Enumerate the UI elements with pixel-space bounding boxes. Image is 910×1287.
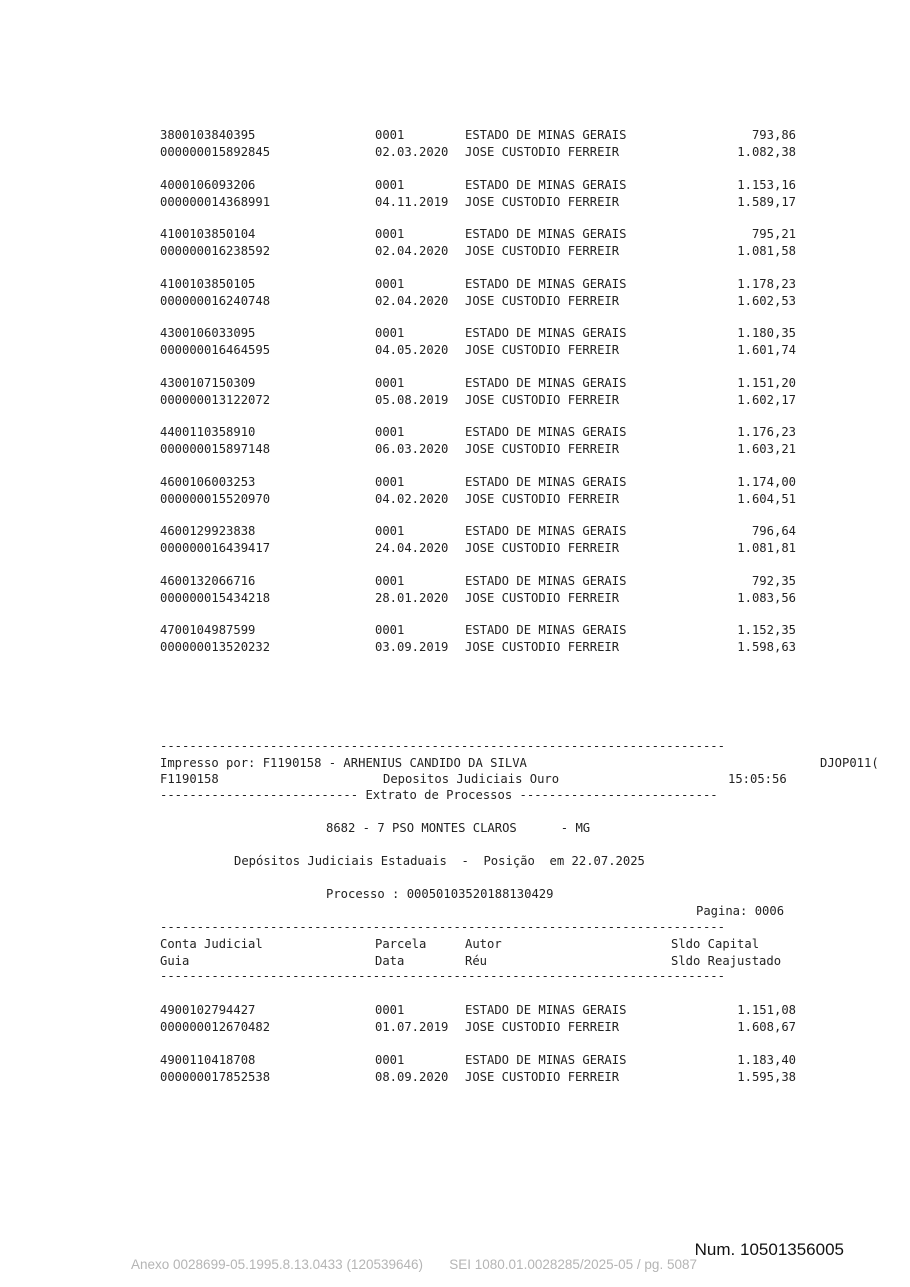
document-number: Num. 10501356005 — [694, 1240, 844, 1259]
autor-value: ESTADO DE MINAS GERAIS — [465, 177, 627, 192]
parcela-value: 0001 — [375, 227, 405, 241]
reu-value: JOSE CUSTODIO FERREIR — [465, 145, 620, 159]
header-divider-columns-top: ----------------------------------------------------------------------------- — [160, 920, 725, 934]
header-divider-top: ----------------------------------------------------------------------------- — [160, 739, 725, 753]
position-line: Depósitos Judiciais Estaduais - Posição em 22.07.2025 — [234, 854, 645, 868]
col-data: Data — [375, 954, 405, 968]
record-row — [160, 325, 800, 359]
data-value: 02.03.2020 — [375, 145, 449, 159]
record-row — [160, 226, 800, 260]
guia-value: 000000016238592 — [160, 244, 271, 258]
column-headers — [160, 936, 800, 970]
parcela-value: 0001 — [375, 276, 405, 291]
reu-value: JOSE CUSTODIO FERREIR — [465, 442, 620, 456]
reu-value: JOSE CUSTODIO FERREIR — [465, 244, 620, 258]
conta-judicial-value: 4300106033095 — [160, 326, 256, 340]
data-value: 03.09.2019 — [375, 640, 449, 654]
record-row — [160, 1002, 800, 1036]
autor-value: ESTADO DE MINAS GERAIS — [465, 1003, 627, 1017]
col-autor: Autor — [465, 937, 502, 951]
autor-value: ESTADO DE MINAS GERAIS — [465, 425, 627, 439]
section-title-line: --------------------------- Extrato de Processos --------------------------- — [160, 788, 718, 802]
parcela-value: 0001 — [375, 573, 405, 588]
record-row — [160, 424, 800, 458]
data-value: 08.09.2020 — [375, 1069, 449, 1084]
sldo-reajustado-value: 1.608,67 — [737, 1020, 796, 1034]
sldo-capital-value: 792,35 — [751, 573, 796, 588]
sldo-capital-value: 1.180,35 — [737, 326, 796, 340]
print-time: 15:05:56 — [728, 772, 787, 786]
sldo-reajustado-value: 1.081,58 — [737, 244, 796, 258]
sldo-reajustado-value: 1.602,17 — [737, 392, 796, 407]
guia-value: 000000015434218 — [160, 590, 271, 605]
parcela-value: 0001 — [375, 326, 405, 340]
reu-value: JOSE CUSTODIO FERREIR — [465, 343, 620, 357]
reu-value: JOSE CUSTODIO FERREIR — [465, 590, 620, 605]
conta-judicial-value: 4600106003253 — [160, 474, 256, 489]
data-value: 28.01.2020 — [375, 590, 449, 605]
conta-judicial-value: 4900102794427 — [160, 1003, 256, 1017]
parcela-value: 0001 — [375, 474, 405, 489]
record-row — [160, 177, 800, 211]
sldo-capital-value: 1.174,00 — [737, 474, 796, 489]
guia-value: 000000015520970 — [160, 491, 271, 506]
sldo-capital-value: 1.151,08 — [737, 1003, 796, 1017]
sldo-reajustado-value: 1.083,56 — [737, 590, 796, 605]
reu-value: JOSE CUSTODIO FERREIR — [465, 293, 620, 308]
record-row — [160, 1052, 800, 1086]
process-line: Processo : 00050103520188130429 — [326, 887, 554, 901]
reu-value: JOSE CUSTODIO FERREIR — [465, 491, 620, 506]
report-code: DJOP011( — [820, 756, 879, 770]
parcela-value: 0001 — [375, 1003, 405, 1017]
autor-value: ESTADO DE MINAS GERAIS — [465, 524, 627, 538]
parcela-value: 0001 — [375, 623, 405, 637]
parcela-value: 0001 — [375, 425, 405, 439]
sldo-capital-value: 793,86 — [751, 128, 796, 142]
parcela-value: 0001 — [375, 375, 405, 390]
data-value: 02.04.2020 — [375, 293, 449, 308]
autor-value: ESTADO DE MINAS GERAIS — [465, 326, 627, 340]
sldo-reajustado-value: 1.602,53 — [737, 293, 796, 308]
conta-judicial-value: 4300107150309 — [160, 375, 256, 390]
autor-value: ESTADO DE MINAS GERAIS — [465, 128, 627, 142]
conta-judicial-value: 4100103850105 — [160, 276, 256, 291]
autor-value: ESTADO DE MINAS GERAIS — [465, 276, 627, 291]
guia-value: 000000017852538 — [160, 1069, 271, 1084]
record-row — [160, 276, 800, 310]
sldo-capital-value: 1.183,40 — [737, 1052, 796, 1067]
conta-judicial-value: 4400110358910 — [160, 425, 256, 439]
guia-value: 000000013122072 — [160, 392, 271, 407]
conta-judicial-value: 4100103850104 — [160, 227, 256, 241]
data-value: 04.02.2020 — [375, 491, 449, 506]
sldo-reajustado-value: 1.595,38 — [737, 1069, 796, 1084]
sldo-capital-value: 796,64 — [751, 524, 796, 538]
parcela-value: 0001 — [375, 524, 405, 538]
autor-value: ESTADO DE MINAS GERAIS — [465, 1052, 627, 1067]
conta-judicial-value: 3800103840395 — [160, 128, 256, 142]
conta-judicial-value: 4600129923838 — [160, 524, 256, 538]
system-name: Depositos Judiciais Ouro — [383, 772, 560, 786]
branch-line: 8682 - 7 PSO MONTES CLAROS - MG — [326, 821, 591, 835]
sldo-reajustado-value: 1.589,17 — [737, 194, 796, 209]
conta-judicial-value: 4700104987599 — [160, 623, 256, 637]
reu-value: JOSE CUSTODIO FERREIR — [465, 1069, 620, 1084]
sldo-capital-value: 795,21 — [751, 227, 796, 241]
record-row — [160, 523, 800, 557]
printed-by-line: Impresso por: F1190158 - ARHENIUS CANDIDO DA SILVA — [160, 756, 527, 770]
guia-value: 000000016240748 — [160, 293, 271, 308]
annex-reference: Anexo 0028699-05.1995.8.13.0433 (120539646) SEI 1080.01.0028285/2025-05 / pg. 5087 — [131, 1257, 697, 1272]
data-value: 01.07.2019 — [375, 1020, 449, 1034]
guia-value: 000000012670482 — [160, 1020, 271, 1034]
guia-value: 000000015892845 — [160, 145, 271, 159]
guia-value: 000000016439417 — [160, 541, 271, 555]
sldo-reajustado-value: 1.598,63 — [737, 640, 796, 654]
user-code: F1190158 — [160, 772, 219, 786]
sldo-reajustado-value: 1.082,38 — [737, 145, 796, 159]
data-value: 06.03.2020 — [375, 442, 449, 456]
reu-value: JOSE CUSTODIO FERREIR — [465, 640, 620, 654]
col-parcela: Parcela — [375, 937, 427, 951]
conta-judicial-value: 4000106093206 — [160, 177, 256, 192]
data-value: 02.04.2020 — [375, 244, 449, 258]
sldo-reajustado-value: 1.604,51 — [737, 491, 796, 506]
sldo-capital-value: 1.151,20 — [737, 375, 796, 390]
guia-value: 000000014368991 — [160, 194, 271, 209]
sldo-capital-value: 1.176,23 — [737, 425, 796, 439]
sldo-reajustado-value: 1.603,21 — [737, 442, 796, 456]
record-row — [160, 375, 800, 409]
record-row — [160, 573, 800, 607]
parcela-value: 0001 — [375, 128, 405, 142]
sldo-reajustado-value: 1.601,74 — [737, 343, 796, 357]
data-value: 04.11.2019 — [375, 194, 449, 209]
autor-value: ESTADO DE MINAS GERAIS — [465, 227, 627, 241]
record-row — [160, 622, 800, 656]
parcela-value: 0001 — [375, 177, 405, 192]
sldo-capital-value: 1.178,23 — [737, 276, 796, 291]
reu-value: JOSE CUSTODIO FERREIR — [465, 392, 620, 407]
autor-value: ESTADO DE MINAS GERAIS — [465, 375, 627, 390]
reu-value: JOSE CUSTODIO FERREIR — [465, 194, 620, 209]
conta-judicial-value: 4900110418708 — [160, 1052, 256, 1067]
reu-value: JOSE CUSTODIO FERREIR — [465, 1020, 620, 1034]
guia-value: 000000013520232 — [160, 640, 271, 654]
record-row — [160, 474, 800, 508]
data-value: 04.05.2020 — [375, 343, 449, 357]
parcela-value: 0001 — [375, 1052, 405, 1067]
col-reu: Réu — [465, 954, 488, 968]
record-row — [160, 127, 800, 161]
sldo-capital-value: 1.153,16 — [737, 177, 796, 192]
data-value: 24.04.2020 — [375, 541, 449, 555]
page-label: Pagina: 0006 — [696, 904, 785, 918]
sldo-reajustado-value: 1.081,81 — [737, 541, 796, 555]
autor-value: ESTADO DE MINAS GERAIS — [465, 474, 627, 489]
guia-value: 000000015897148 — [160, 442, 271, 456]
sldo-capital-value: 1.152,35 — [737, 623, 796, 637]
autor-value: ESTADO DE MINAS GERAIS — [465, 623, 627, 637]
autor-value: ESTADO DE MINAS GERAIS — [465, 573, 627, 588]
col-sldo-reajustado: Sldo Reajustado — [671, 954, 782, 968]
col-guia: Guia — [160, 954, 190, 968]
conta-judicial-value: 4600132066716 — [160, 573, 256, 588]
header-divider-columns-bottom: ----------------------------------------------------------------------------- — [160, 969, 725, 983]
col-conta-judicial: Conta Judicial — [160, 937, 263, 951]
guia-value: 000000016464595 — [160, 343, 271, 357]
data-value: 05.08.2019 — [375, 392, 449, 407]
col-sldo-capital: Sldo Capital — [671, 937, 760, 951]
reu-value: JOSE CUSTODIO FERREIR — [465, 541, 620, 555]
